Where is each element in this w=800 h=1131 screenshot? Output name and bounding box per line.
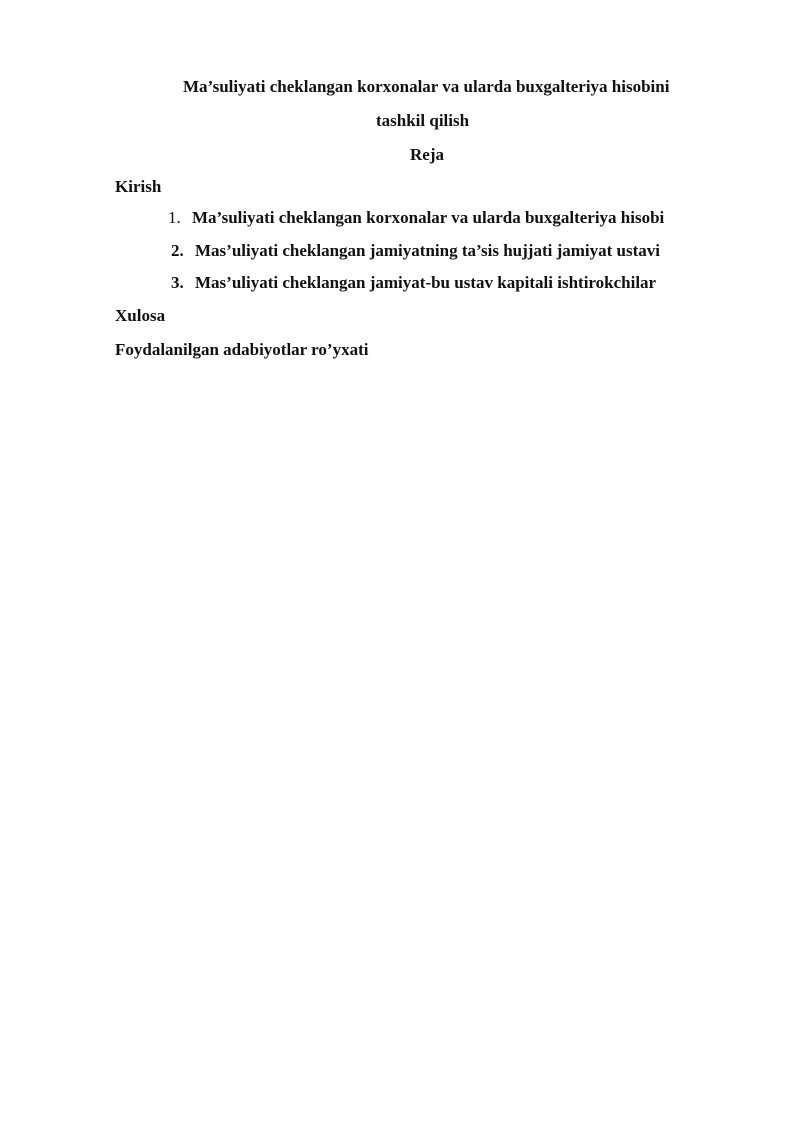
plan-item-text: Mas’uliyati cheklangan jamiyatning ta’sis hujjati jamiyat ustavi [195,241,661,260]
plan-item-2 [171,241,660,261]
plan-item-1 [168,208,664,228]
references-heading: Foydalanilgan adabiyotlar ro’yxati [115,340,369,359]
plan-heading: Reja [410,145,444,164]
plan-item-3 [171,273,656,293]
plan-item-number: 1. [168,208,181,227]
plan-item-text: Ma’suliyati cheklangan korxonalar va ularda buxgalteriya hisobi [192,208,665,227]
document-title-line-1: Ma’suliyati cheklangan korxonalar va ularda buxgalteriya hisobini [183,77,670,96]
introduction-heading: Kirish [115,177,162,196]
plan-item-number: 2. [171,241,184,260]
document-title-line-2: tashkil qilish [376,111,470,130]
conclusion-heading: Xulosa [115,306,166,325]
plan-item-text: Mas’uliyati cheklangan jamiyat-bu ustav kapitali ishtirokchilar [195,273,657,292]
plan-item-number: 3. [171,273,184,292]
